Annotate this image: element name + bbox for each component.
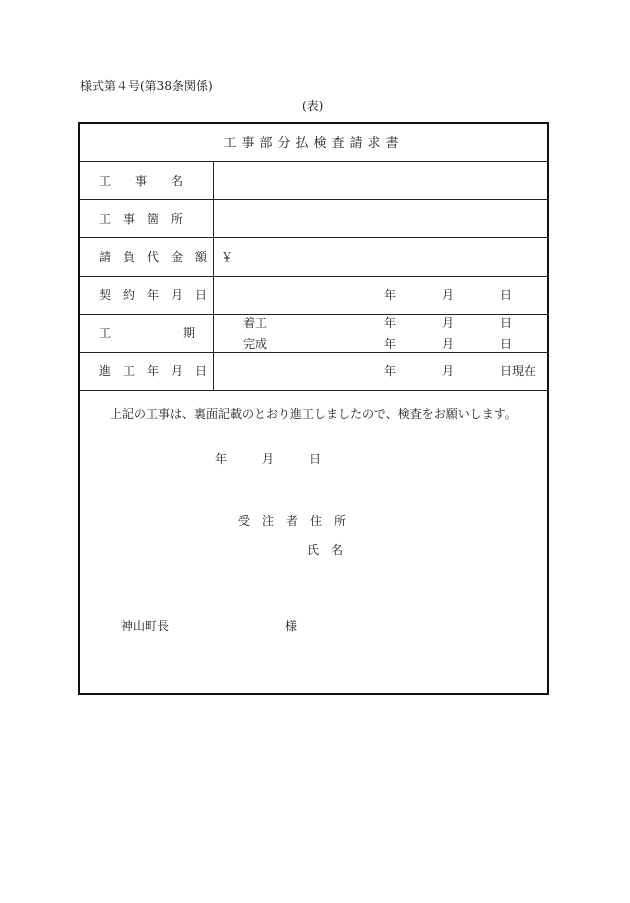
request-year: 年 <box>215 452 228 466</box>
progress-date-label: 進 工 年 月 日 <box>99 364 208 378</box>
row-divider <box>80 276 547 277</box>
start-day: 日 <box>500 316 513 330</box>
form-reference: 様式第４号(第38条関係) <box>80 79 213 93</box>
work-name-label: 工 事 名 <box>99 174 184 188</box>
contract-date-day: 日 <box>500 288 513 302</box>
progress-date-month: 月 <box>442 364 455 378</box>
row-divider <box>80 199 547 200</box>
request-month: 月 <box>262 452 275 466</box>
period-label-left: 工 <box>99 326 112 340</box>
work-location-label: 工 事 箇 所 <box>99 212 184 226</box>
row-divider <box>80 352 547 353</box>
period-label-right: 期 <box>183 326 196 340</box>
progress-date-day-current: 日現在 <box>500 364 537 378</box>
row-divider <box>80 161 547 162</box>
start-month: 月 <box>442 316 455 330</box>
progress-date-year: 年 <box>384 364 397 378</box>
completion-label: 完成 <box>243 337 268 351</box>
request-form <box>78 122 549 695</box>
row-divider <box>80 314 547 315</box>
start-year: 年 <box>384 316 397 330</box>
start-label: 着工 <box>243 316 268 330</box>
contract-amount-label: 請 負 代 金 額 <box>99 250 208 264</box>
yen-sign: ￥ <box>221 250 234 264</box>
contract-date-year: 年 <box>384 288 397 302</box>
column-divider <box>213 161 214 390</box>
form-title: 工事部分払検査請求書 <box>223 136 404 151</box>
row-divider <box>80 390 547 391</box>
request-statement: 上記の工事は、裏面記載のとおり進工しましたので、検査をお願いします。 <box>110 407 517 421</box>
contractor-address-label: 受 注 者 住 所 <box>238 514 347 528</box>
contract-date-label: 契 約 年 月 日 <box>99 288 208 302</box>
completion-day: 日 <box>500 337 513 351</box>
contract-date-month: 月 <box>442 288 455 302</box>
front-side-label: (表) <box>302 99 324 113</box>
request-day: 日 <box>309 452 322 466</box>
row-divider <box>80 237 547 238</box>
contractor-name-label: 氏 名 <box>307 543 344 557</box>
completion-year: 年 <box>384 337 397 351</box>
addressee: 神山町長 <box>121 619 170 633</box>
completion-month: 月 <box>442 337 455 351</box>
honorific: 様 <box>285 619 298 633</box>
